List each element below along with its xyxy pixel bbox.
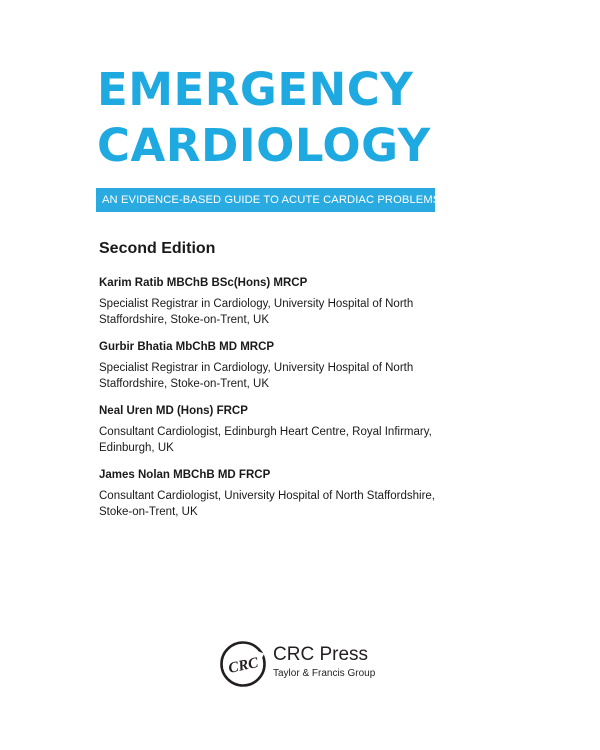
edition-label: Second Edition <box>99 240 216 257</box>
author-name: Neal Uren MD (Hons) FRCP <box>99 405 248 417</box>
publisher-group: Taylor & Francis Group <box>273 668 376 679</box>
author-name: Karim Ratib MBChB BSc(Hons) MRCP <box>99 277 308 289</box>
book-title <box>97 62 431 174</box>
book-subtitle: AN EVIDENCE-BASED GUIDE TO ACUTE CARDIAC PROBLEMS <box>96 188 435 212</box>
crc-press-emblem-icon <box>219 640 267 688</box>
book-title-line-2: CARDIOLOGY <box>97 119 431 172</box>
author-name: Gurbir Bhatia MbChB MD MRCP <box>99 341 275 353</box>
author-entry <box>99 403 499 456</box>
emblem-text: CRC <box>227 655 260 677</box>
publisher-name: CRC Press <box>273 644 369 665</box>
book-title-line-1: EMERGENCY <box>97 63 414 116</box>
author-entry <box>99 339 499 392</box>
author-entry <box>99 275 499 328</box>
author-entry <box>99 467 499 520</box>
author-name: James Nolan MBChB MD FRCP <box>99 469 271 481</box>
author-affiliation: Consultant Cardiologist, University Hospital of North Staffordshire, Stoke-on-Trent, UK <box>99 490 435 518</box>
publisher-logo <box>219 640 399 688</box>
author-affiliation: Consultant Cardiologist, Edinburgh Heart Centre, Royal Infirmary, Edinburgh, UK <box>99 426 432 454</box>
author-affiliation: Specialist Registrar in Cardiology, University Hospital of North Staffordshire, Stoke-on-Trent, UK <box>99 298 414 326</box>
author-affiliation: Specialist Registrar in Cardiology, University Hospital of North Staffordshire, Stoke-on-Trent, UK <box>99 362 414 390</box>
